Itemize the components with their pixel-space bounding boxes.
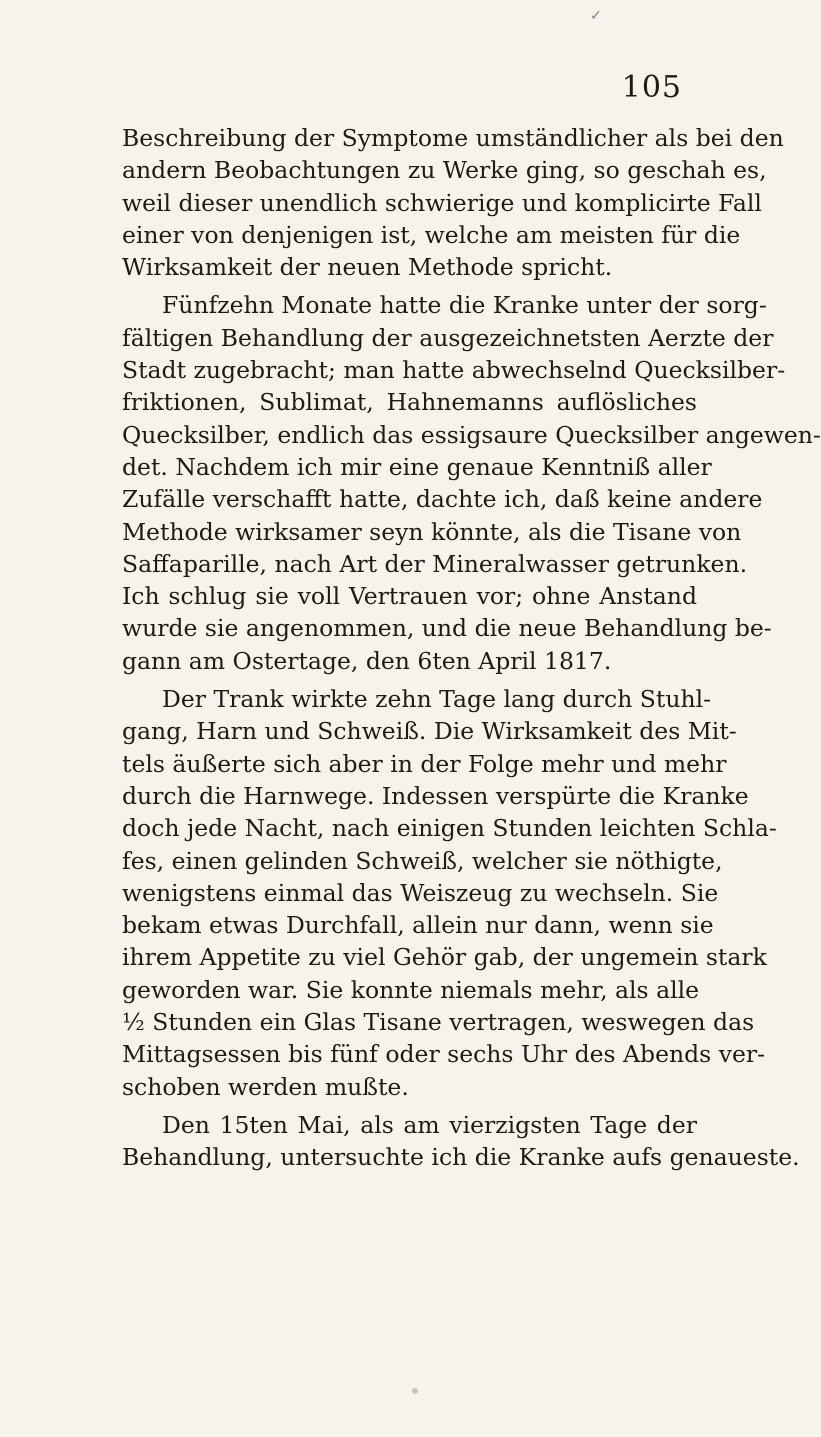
text-line: Wirksamkeit der neuen Methode spricht. xyxy=(122,253,613,282)
text-line: Saffaparille, nach Art der Mineralwasser getrunken. xyxy=(122,549,748,578)
text-line: ihrem Appetite zu viel Gehör gab, der ungemein stark xyxy=(122,943,767,972)
text-line: wurde sie angenommen, und die neue Behandlung be- xyxy=(122,614,772,643)
page-number: 105 xyxy=(621,70,682,105)
text-line: Den 15ten Mai, als am vierzigsten Tage der xyxy=(162,1110,697,1139)
text-line: Der Trank wirkte zehn Tage lang durch Stuhl- xyxy=(162,685,712,714)
text-line: Methode wirksamer seyn könnte, als die Tisane von xyxy=(122,517,742,546)
text-line: fältigen Behandlung der ausgezeichnetsten Aerzte der xyxy=(122,323,774,352)
body-text xyxy=(122,122,821,1174)
text-line: gann am Ostertage, den 6ten April 1817. xyxy=(122,646,612,675)
text-line: gang, Harn und Schweiß. Die Wirksamkeit des Mit- xyxy=(122,717,737,746)
text-line: Behandlung, untersuchte ich die Kranke aufs genaueste. xyxy=(122,1143,800,1172)
text-line: Mittagsessen bis fünf oder sechs Uhr des Abends ver- xyxy=(122,1040,766,1069)
text-line: schoben werden mußte. xyxy=(122,1072,409,1101)
text-line: Beschreibung der Symptome umständlicher als bei den xyxy=(122,124,784,152)
text-line: Fünfzehn Monate hatte die Kranke unter der sorg- xyxy=(162,291,767,320)
ink-speck xyxy=(412,1388,418,1394)
margin-mark: ✓ xyxy=(590,8,602,24)
text-line: fes, einen gelinden Schweiß, welcher sie nöthigte, xyxy=(122,846,723,875)
text-line: ½ Stunden ein Glas Tisane vertragen, weswegen das xyxy=(122,1008,755,1037)
text-line: doch jede Nacht, nach einigen Stunden leichten Schla- xyxy=(122,814,777,843)
text-line: einer von denjenigen ist, welche am meisten für die xyxy=(122,220,741,249)
text-line: durch die Harnwege. Indessen verspürte die Kranke xyxy=(122,781,749,810)
text-line: Quecksilber, endlich das essigsaure Quecksilber angewen- xyxy=(122,420,821,449)
text-line: Zufälle verschafft hatte, dachte ich, daß keine andere xyxy=(122,485,763,514)
text-line: geworden war. Sie konnte niemals mehr, als alle xyxy=(122,975,700,1004)
text-line: andern Beobachtungen zu Werke ging, so geschah es, xyxy=(122,156,767,185)
text-line: Ich schlug sie voll Vertrauen vor; ohne Anstand xyxy=(122,582,697,611)
text-line: Stadt zugebracht; man hatte abwechselnd Quecksilber- xyxy=(122,356,786,385)
text-line: friktionen, Sublimat, Hahnemanns auflösliches xyxy=(122,388,697,417)
text-line: wenigstens einmal das Weiszeug zu wechseln. Sie xyxy=(122,878,719,907)
text-line: tels äußerte sich aber in der Folge mehr und mehr xyxy=(122,749,727,778)
text-line: bekam etwas Durchfall, allein nur dann, wenn sie xyxy=(122,911,714,940)
text-line: det. Nachdem ich mir eine genaue Kenntniß aller xyxy=(122,452,712,481)
text-line: weil dieser unendlich schwierige und komplicirte Fall xyxy=(122,188,762,217)
